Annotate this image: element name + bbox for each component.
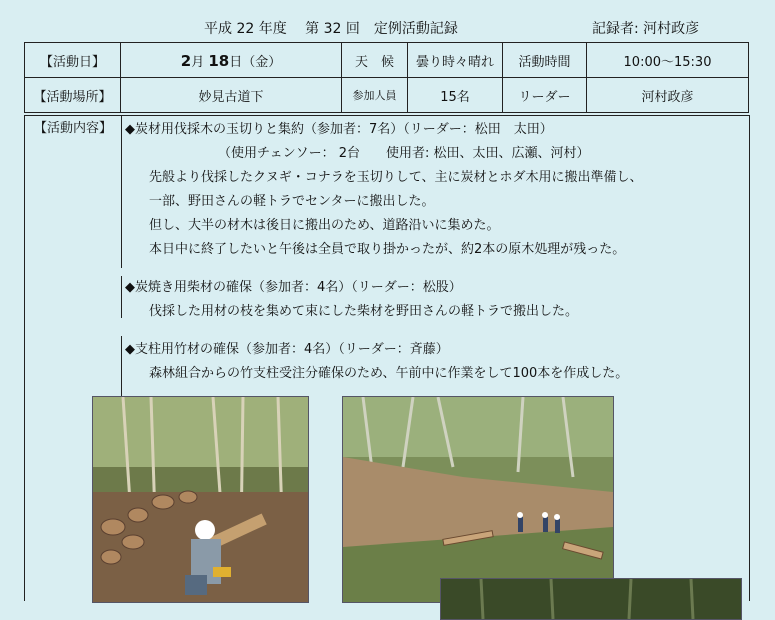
section-brushwood [125, 276, 578, 324]
section-heading: ◆炭焼き用柴材の確保（参加者：4名）（リーダー：松股） [125, 280, 462, 295]
leader-value: 河村政彦 [587, 78, 749, 113]
section-line: 伐採した用材の枝を集めて束にした柴材を野田さんの軽トラで搬出した。 [149, 304, 579, 319]
participants-label: 参加人員 [342, 78, 408, 113]
info-row-place [25, 78, 749, 113]
column-divider [121, 116, 122, 268]
date-label: 【活動日】 [25, 43, 121, 78]
section-charcoal-logs [125, 118, 642, 262]
date-month-unit: 月 [191, 54, 205, 70]
place-label: 【活動場所】 [25, 78, 121, 113]
document-header [0, 18, 775, 40]
date-day: 18 [208, 51, 230, 70]
photo-worker-cutting-logs [92, 396, 309, 603]
section-subnote: （使用チェンソー： 2台 使用者: 松田、太田、広瀬、河村） [218, 146, 590, 161]
photo-forest-bottom [440, 578, 742, 620]
section-heading: ◆支柱用竹材の確保（参加者：4名）（リーダー：斉藤） [125, 342, 449, 357]
date-value [121, 43, 342, 78]
section-line: 一部、野田さんの軽トラでセンターに搬出した。 [149, 194, 435, 209]
participants-value: 15名 [408, 78, 503, 113]
weather-value: 曇り時々晴れ [408, 43, 503, 78]
info-row-date [25, 43, 749, 78]
section-line: 先般より伐採したクヌギ・コナラを玉切りして、主に炭材とホダ木用に搬出準備し、 [149, 170, 643, 185]
section-heading: ◆炭材用伐採木の玉切りと集約（参加者：7名）（リーダー：松田 太田） [125, 122, 553, 137]
leader-label: リーダー [503, 78, 587, 113]
section-line: 森林組合からの竹支柱受注分確保のため、午前中に作業をして100本を作成した。 [149, 366, 629, 381]
recorder-name: 記録者: 河村政彦 [592, 21, 700, 37]
time-label: 活動時間 [503, 43, 587, 78]
photo-cleared-slope [342, 396, 614, 603]
content-label: 【活動内容】 [25, 116, 122, 150]
info-table [24, 42, 749, 113]
place-value: 妙見古道下 [121, 78, 342, 113]
time-value: 10:00〜15:30 [587, 43, 749, 78]
section-line: 本日中に終了したいと午後は全員で取り掛かったが、約2本の原木処理が残った。 [149, 242, 626, 257]
document-title: 平成 22 年度 第 32 回 定例活動記録 [204, 21, 458, 37]
column-divider [121, 276, 122, 318]
activity-content [24, 115, 750, 601]
section-bamboo [125, 338, 628, 386]
date-day-unit: 日（金） [229, 54, 282, 70]
date-month: 2 [180, 51, 192, 70]
section-line: 但し、大半の材木は後日に搬出のため、道路沿いに集めた。 [149, 218, 500, 233]
weather-label: 天 候 [342, 43, 408, 78]
